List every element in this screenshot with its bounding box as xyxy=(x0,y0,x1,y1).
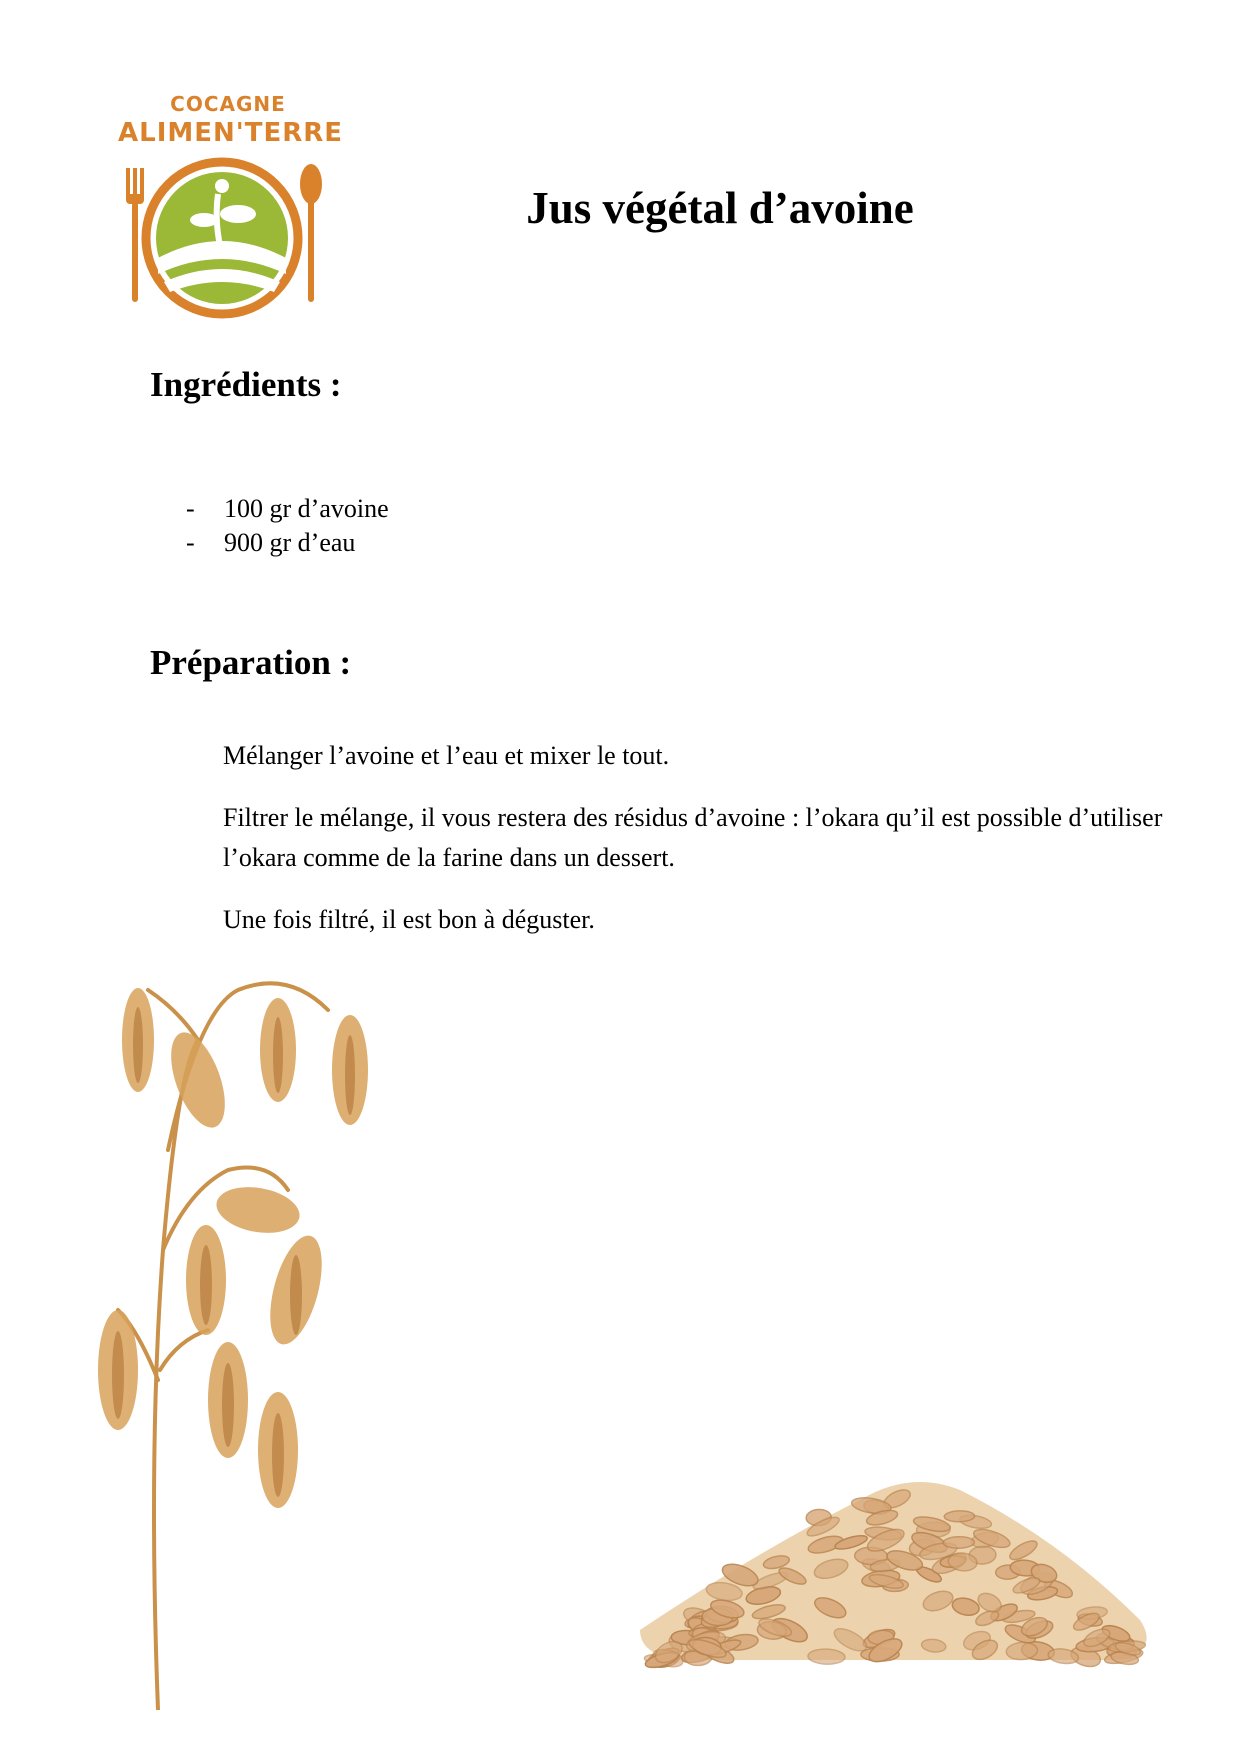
preparation-step: Une fois filtré, il est bon à déguster. xyxy=(223,905,595,934)
ingredient-text: 100 gr d’avoine xyxy=(224,494,389,523)
ingredients-list xyxy=(186,492,389,560)
list-item xyxy=(186,526,389,560)
oat-flake xyxy=(943,1537,974,1549)
list-bullet: - xyxy=(186,494,195,523)
list-item xyxy=(186,492,389,526)
oat-flakes-illustration xyxy=(640,1430,1180,1710)
preparation-step: Mélanger l’avoine et l’eau et mixer le tout. xyxy=(223,741,670,770)
preparation-steps xyxy=(223,736,1183,962)
preparation-step: Filtrer le mélange, il vous restera des résidus d’avoine : l’okara qu’il est possible d’utiliser l’okara comme de la farine dans un dessert. xyxy=(223,803,1163,872)
ingredient-text: 900 gr d’eau xyxy=(224,528,356,557)
plate-landscape-icon xyxy=(118,154,338,319)
cocagne-alimenterre-logo xyxy=(118,92,344,322)
oat-plant-illustration xyxy=(88,950,388,1710)
ingredients-heading: Ingrédients : xyxy=(150,365,342,404)
list-bullet: - xyxy=(186,528,195,557)
logo-line2: ALIMEN'TERRE xyxy=(118,118,344,148)
oat-flake xyxy=(944,1511,975,1522)
recipe-title: Jus végétal d’avoine xyxy=(526,183,914,233)
oat-flake xyxy=(808,1648,846,1664)
preparation-heading: Préparation : xyxy=(150,643,352,682)
logo-line1: COCAGNE xyxy=(170,92,286,116)
